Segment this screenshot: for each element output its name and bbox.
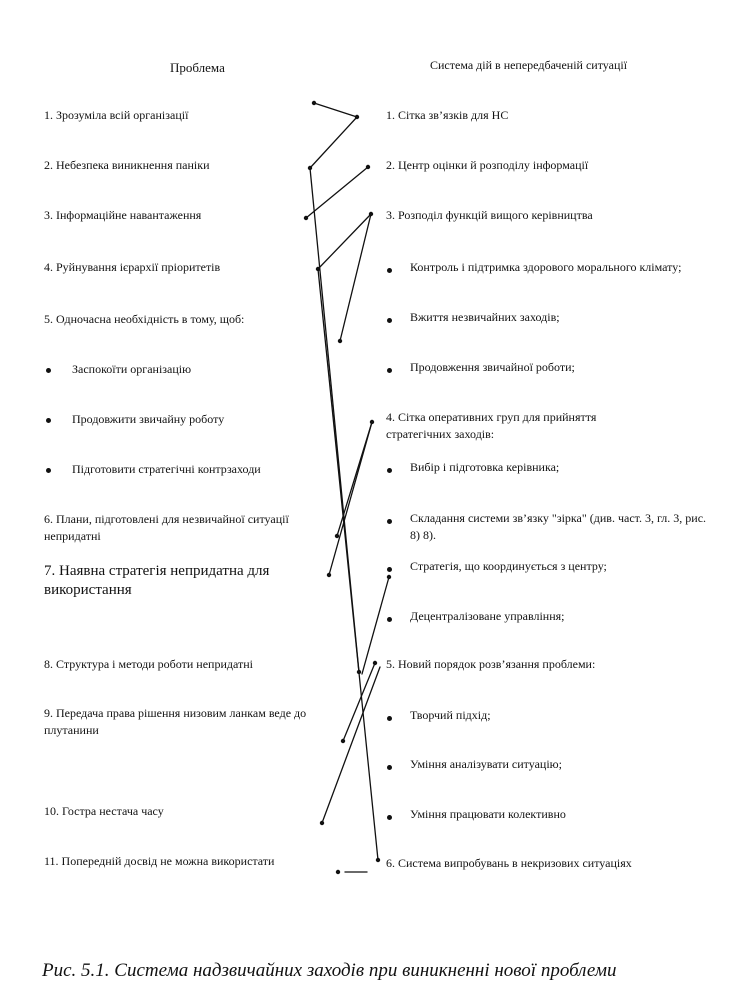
bullet-icon xyxy=(387,519,392,524)
bullet-icon xyxy=(46,418,51,423)
action-4b: Складання системи зв’язку "зірка" (див. част. 3, гл. 3, рис. 8) 8). xyxy=(410,511,707,542)
bullet-icon xyxy=(387,318,392,323)
action-3a: Контроль і підтримка здорового морального клімату; xyxy=(410,260,682,274)
problem-6: 6. Плани, підготовлені для незвичайної ситуації непридатні xyxy=(44,512,289,543)
system-column-header: Система дій в непередбаченій ситуації xyxy=(430,58,628,72)
action-4a: Вибір і підготовка керівника; xyxy=(410,460,560,474)
problem-10: 10. Гостра нестача часу xyxy=(44,804,164,818)
bullet-icon xyxy=(387,765,392,770)
link-8-5 xyxy=(362,577,389,674)
figure-caption: Рис. 5.1. Система надзвичайних заходів при виникненні нової проблеми xyxy=(42,960,617,981)
action-4c: Стратегія, що координується з центру; xyxy=(410,559,607,573)
bullet-icon xyxy=(387,368,392,373)
problem-7: 7. Наявна стратегія непридатна для використання xyxy=(44,563,270,598)
link-4-3 xyxy=(318,214,371,269)
bullet-icon xyxy=(46,368,51,373)
action-3b: Вжиття незвичайних заходів; xyxy=(410,310,560,324)
link-3-2 xyxy=(306,167,368,218)
action-5a: Творчий підхід; xyxy=(410,708,491,722)
action-5c: Уміння працювати колективно xyxy=(410,807,566,821)
action-3c: Продовження звичайної роботи; xyxy=(410,360,575,374)
action-5b: Уміння аналізувати ситуацію; xyxy=(410,757,562,771)
problem-5: 5. Одночасна необхідність в тому, щоб: xyxy=(44,312,245,326)
problem-2: 2. Небезпека виникнення паніки xyxy=(44,158,210,172)
problem-3: 3. Інформаційне навантаження xyxy=(44,208,202,222)
action-4d: Децентралізоване управління; xyxy=(410,609,565,623)
problem-11: 11. Попередній досвід не можна використати xyxy=(44,854,275,868)
link-4-6 xyxy=(318,269,378,860)
link-2-1 xyxy=(310,117,357,168)
problem-8: 8. Структура і методи роботи непридатні xyxy=(44,657,254,671)
action-6: 6. Система випробувань в некризових ситуаціях xyxy=(386,856,632,870)
problem-4: 4. Руйнування ієрархії пріоритетів xyxy=(44,260,221,274)
bullet-icon xyxy=(387,268,392,273)
action-5: 5. Новий порядок розв’язання проблеми: xyxy=(386,657,596,671)
problem-1: 1. Зрозуміла всій організації xyxy=(44,108,189,122)
action-2: 2. Центр оцінки й розподілу інформації xyxy=(386,158,589,172)
bullet-icon xyxy=(387,468,392,473)
action-3: 3. Розподіл функцій вищого керівництва xyxy=(386,208,593,222)
problem-5b: Продовжити звичайну роботу xyxy=(72,412,225,426)
action-1: 1. Сітка зв’язків для НС xyxy=(386,108,509,122)
action-4: 4. Сітка оперативних груп для прийняття стратегічних заходів: xyxy=(386,410,597,441)
bullet-icon xyxy=(387,716,392,721)
bullet-icon xyxy=(387,567,392,572)
bullet-icon xyxy=(387,617,392,622)
link-5-3 xyxy=(340,214,371,341)
problem-5a: Заспокоїти організацію xyxy=(72,362,192,376)
problem-9: 9. Передача права рішення низовим ланкам веде до плутанини xyxy=(44,706,307,737)
problem-column-header: Проблема xyxy=(170,60,225,75)
link-1-1 xyxy=(314,103,357,117)
bullet-icon xyxy=(46,468,51,473)
problem-5c: Підготовити стратегічні контрзаходи xyxy=(72,462,261,476)
bullet-icon xyxy=(387,815,392,820)
